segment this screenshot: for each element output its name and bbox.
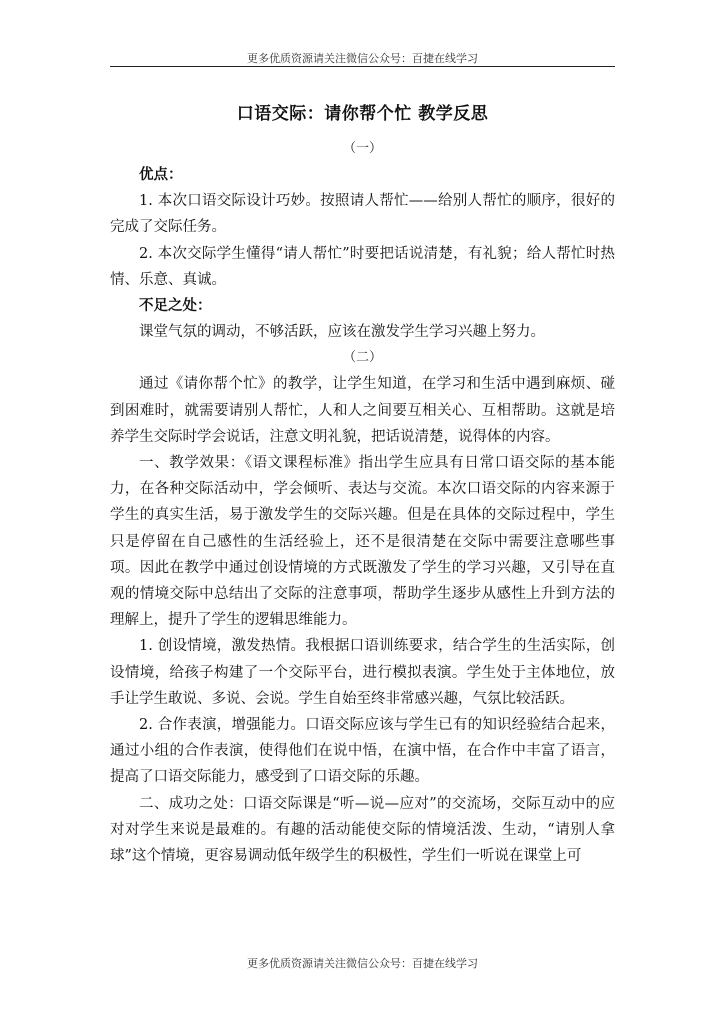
success-paragraph: 二、成功之处：口语交际课是“听—说—应对”的交流场，交际互动中的应对对学生来说是最难的。有趣的活动能使交际的情境活泼、生动，“请别人拿球”这个情境，更容易调动低年级学生的积极性，学生们一听说在课堂上可 <box>110 795 615 865</box>
strength-item-2: 2. 本次交际学生懂得“请人帮忙”时要把话说清楚，有礼貌；给人帮忙时热情、乐意、真诚。 <box>110 245 615 288</box>
strength-item-1: 1. 本次口语交际设计巧妙。按照请人帮忙——给别人帮忙的顺序，很好的完成了交际任务。 <box>110 193 615 236</box>
section-two-marker: （二） <box>342 350 382 366</box>
section-two-intro: 通过《请你帮个忙》的教学，让学生知道，在学习和生活中遇到麻烦、碰到困难时，就需要请别人帮忙，人和人之间要互相关心、互相帮助。这就是培养学生交际时学会说话，注意文明礼貌，把话说清楚，说得体的内容。 <box>110 376 615 445</box>
header-divider <box>110 66 615 67</box>
teaching-effect-paragraph: 一、教学效果：《语文课程标准》指出学生应具有日常口语交际的基本能力，在各种交际活动中，学会倾听、表达与交流。本次口语交际的内容来源于学生的真实生活，易于激发学生的交际兴趣。但是在具体的交际过程中，学生只是停留在自己感性的生活经验上，还不是很清楚在交际中需要注意哪些事项。因此在教学中通过创设情境的方式既激发了学生的学习兴趣，又引导在直观的情境交际中总结出了交际的注意事项，帮助学生逐步从感性上升到方法的理解上，提升了学生的逻辑思维能力。 <box>110 455 615 629</box>
effect-point-2: 2. 合作表演，增强能力。口语交际应该与学生已有的知识经验结合起来，通过小组的合作表演，使得他们在说中悟，在演中悟，在合作中丰富了语言，提高了口语交际能力，感受到了口语交际的乐趣。 <box>110 717 615 786</box>
page-header: 更多优质资源请关注微信公众号：百捷在线学习 <box>247 52 478 65</box>
strengths-heading: 优点： <box>139 166 183 183</box>
weakness-heading: 不足之处： <box>139 297 212 315</box>
weakness-item-1: 课堂气氛的调动，不够活跃，应该在激发学生学习兴趣上努力。 <box>139 324 545 341</box>
page-footer: 更多优质资源请关注微信公众号：百捷在线学习 <box>247 957 478 970</box>
document-title: 口语交际：请你帮个忙 教学反思 <box>236 104 489 124</box>
document-body <box>110 100 615 869</box>
section-one-marker: （一） <box>342 141 382 156</box>
effect-point-1: 1. 创设情境，激发热情。我根据口语训练要求，结合学生的生活实际，创设情境，给孩子构建了一个交际平台，进行模拟表演。学生处于主体地位，放手让学生敢说、多说、会说。学生自始至终非常感兴趣，气氛比较活跃。 <box>110 638 615 707</box>
